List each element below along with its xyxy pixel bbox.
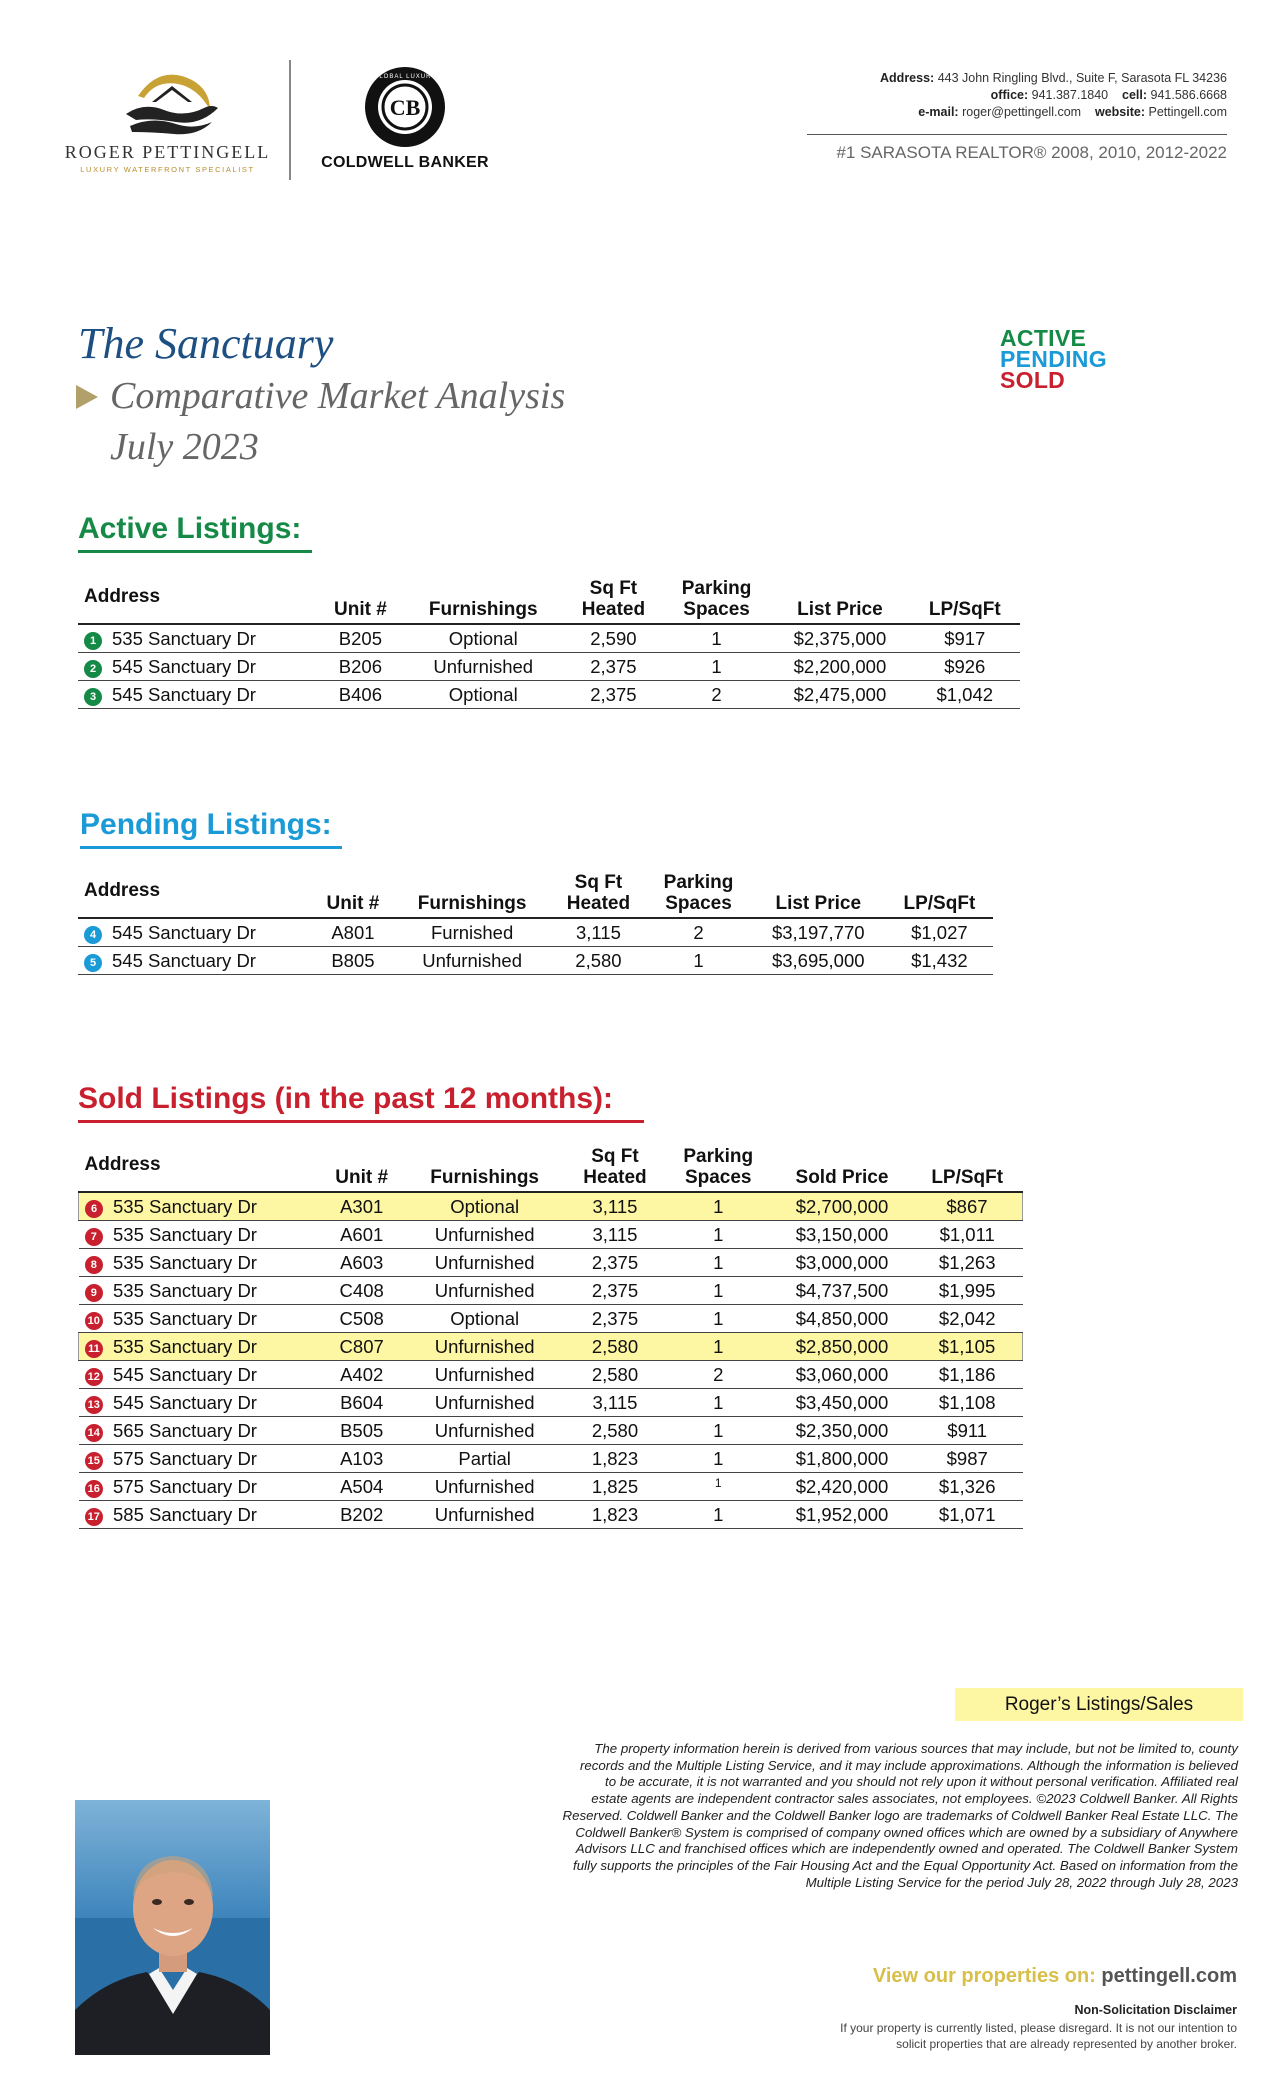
cell-address: 545 Sanctuary Dr bbox=[109, 1361, 320, 1389]
col-parking: Parking Spaces bbox=[663, 578, 771, 624]
table-row bbox=[79, 1445, 1023, 1473]
number-badge-icon: 11 bbox=[85, 1340, 103, 1358]
cell-address: 535 Sanctuary Dr bbox=[109, 1333, 320, 1361]
cell-parking: 1 bbox=[664, 1389, 772, 1417]
cell-price: $3,000,000 bbox=[772, 1249, 912, 1277]
email-label: e-mail: bbox=[918, 105, 959, 119]
table-row bbox=[79, 1277, 1023, 1305]
cell-sqft: 3,115 bbox=[551, 918, 647, 947]
cell-lpsqft: $926 bbox=[910, 653, 1020, 681]
active-section-header bbox=[78, 512, 312, 553]
cell-price: $2,350,000 bbox=[772, 1417, 912, 1445]
table-row bbox=[79, 1417, 1023, 1445]
address-value: 443 John Ringling Blvd., Suite F, Sarasota FL 34236 bbox=[937, 71, 1227, 85]
cell-sqft: 1,823 bbox=[566, 1501, 665, 1529]
col-sqft: Sq Ft Heated bbox=[564, 578, 663, 624]
table-row bbox=[79, 1221, 1023, 1249]
col-sqft: Sq Ft Heated bbox=[566, 1146, 665, 1192]
listing-sales-tag: Roger’s Listings/Sales bbox=[955, 1688, 1243, 1721]
cell-unit: A603 bbox=[320, 1249, 404, 1277]
number-badge-icon: 14 bbox=[85, 1424, 103, 1442]
col-furnishings: Furnishings bbox=[404, 1146, 566, 1192]
cell-sqft: 2,580 bbox=[566, 1417, 665, 1445]
status-legend bbox=[1000, 325, 1107, 393]
cell-parking: 1 bbox=[663, 624, 771, 653]
cell-lpsqft: $1,027 bbox=[886, 918, 993, 947]
cell-parking: 1 bbox=[664, 1501, 772, 1529]
cell-price: $3,150,000 bbox=[772, 1221, 912, 1249]
number-badge-icon: 12 bbox=[85, 1368, 103, 1386]
cell-address: 535 Sanctuary Dr bbox=[109, 1277, 320, 1305]
cell-parking: 2 bbox=[664, 1361, 772, 1389]
cell-price: $1,800,000 bbox=[772, 1445, 912, 1473]
cell-address: 535 Sanctuary Dr bbox=[109, 1192, 320, 1221]
col-parking: Parking Spaces bbox=[646, 872, 750, 918]
cell-unit: B206 bbox=[318, 653, 402, 681]
brand-name: ROGER PETTINGELL bbox=[64, 142, 271, 162]
cell-price: $4,850,000 bbox=[772, 1305, 912, 1333]
cell-parking: 1 bbox=[664, 1277, 772, 1305]
pending-heading: Pending Listings: bbox=[80, 808, 332, 841]
text-line: The property information herein is derived from various sources that may include, but not be limited to, county bbox=[594, 1741, 1238, 1756]
table-row bbox=[79, 1473, 1023, 1501]
triangle-right-icon bbox=[76, 385, 98, 409]
table-row bbox=[79, 1501, 1023, 1529]
cell-price: $3,060,000 bbox=[772, 1361, 912, 1389]
view-properties-line bbox=[873, 1965, 1237, 1988]
table-row bbox=[78, 624, 1020, 653]
cell-parking: 2 bbox=[646, 918, 750, 947]
cell-furnishings: Optional bbox=[402, 624, 564, 653]
cell-parking: 1 bbox=[664, 1445, 772, 1473]
cell-address: 575 Sanctuary Dr bbox=[109, 1445, 320, 1473]
row-number bbox=[79, 1417, 110, 1445]
col-sqft: Sq Ft Heated bbox=[551, 872, 647, 918]
col-address: Address bbox=[79, 1146, 320, 1192]
sold-section-header bbox=[78, 1082, 644, 1123]
cell-sqft: 1,825 bbox=[566, 1473, 665, 1501]
number-badge-icon: 10 bbox=[85, 1312, 103, 1330]
cell-sqft: 2,375 bbox=[566, 1249, 665, 1277]
row-number bbox=[79, 1445, 110, 1473]
address-label: Address: bbox=[880, 71, 935, 85]
table-row bbox=[78, 653, 1020, 681]
cell-address: 535 Sanctuary Dr bbox=[108, 624, 318, 653]
table-row bbox=[79, 1192, 1023, 1221]
number-badge-icon: 16 bbox=[85, 1480, 103, 1498]
cell-unit: C508 bbox=[320, 1305, 404, 1333]
cell-lpsqft: $1,071 bbox=[912, 1501, 1023, 1529]
contact-divider bbox=[807, 134, 1227, 135]
cell-furnishings: Unfurnished bbox=[394, 947, 551, 975]
cell-furnishings: Optional bbox=[404, 1192, 566, 1221]
cell-parking: 1 bbox=[664, 1333, 772, 1361]
cell-furnishings: Optional bbox=[402, 681, 564, 709]
cell-unit: B505 bbox=[320, 1417, 404, 1445]
cell-address: 535 Sanctuary Dr bbox=[109, 1249, 320, 1277]
cell-furnishings: Unfurnished bbox=[404, 1333, 566, 1361]
cell-furnishings: Partial bbox=[404, 1445, 566, 1473]
sold-heading-rule bbox=[78, 1120, 644, 1123]
cell-furnishings: Unfurnished bbox=[404, 1277, 566, 1305]
col-lpsqft: LP/SqFt bbox=[886, 872, 993, 918]
table-row bbox=[79, 1249, 1023, 1277]
cell-lpsqft: $1,105 bbox=[912, 1333, 1023, 1361]
view-properties-label: View our properties on: bbox=[872, 1965, 1096, 1987]
brand-tagline: LUXURY WATERFRONT SPECIALIST bbox=[80, 165, 255, 174]
text-line: estate agents are independent contractor sales associates, not employees. ©2023 Coldwell Banker. All Rights bbox=[591, 1791, 1238, 1807]
col-unit: Unit # bbox=[312, 872, 394, 918]
table-header-row bbox=[78, 872, 993, 918]
logo-divider bbox=[289, 60, 291, 180]
row-number bbox=[79, 1473, 110, 1501]
col-address: Address bbox=[78, 872, 312, 918]
coldwell-banker-logo bbox=[305, 62, 505, 182]
table-header-row bbox=[79, 1146, 1023, 1192]
cell-unit: A301 bbox=[320, 1192, 404, 1221]
cell-lpsqft: $911 bbox=[912, 1417, 1023, 1445]
cell-sqft: 3,115 bbox=[566, 1221, 665, 1249]
realtor-award-line: #1 SARASOTA REALTOR® 2008, 2010, 2012-2022 bbox=[836, 143, 1227, 162]
cell-unit: A504 bbox=[320, 1473, 404, 1501]
cell-sqft: 2,580 bbox=[566, 1333, 665, 1361]
cell-lpsqft: $917 bbox=[910, 624, 1020, 653]
number-badge-icon: 17 bbox=[85, 1508, 103, 1526]
website-label: website: bbox=[1094, 105, 1145, 119]
cell-sqft: 2,375 bbox=[566, 1277, 665, 1305]
cell-lpsqft: $867 bbox=[912, 1192, 1023, 1221]
number-badge-icon: 6 bbox=[85, 1200, 103, 1218]
number-badge-icon: 8 bbox=[85, 1256, 103, 1274]
legend-pending: PENDING bbox=[1000, 346, 1107, 372]
table-row bbox=[79, 1361, 1023, 1389]
cell-price: $4,737,500 bbox=[772, 1277, 912, 1305]
pending-listings-table bbox=[78, 872, 993, 975]
cell-price: $2,475,000 bbox=[770, 681, 909, 709]
report-date: July 2023 bbox=[110, 426, 259, 468]
text-line: If your property is currently listed, please disregard. It is not our intention to bbox=[840, 2021, 1237, 2035]
cell-lpsqft: $1,042 bbox=[910, 681, 1020, 709]
website-link-footer[interactable]: pettingell.com bbox=[1101, 1965, 1237, 1987]
page-subtitle: Comparative Market Analysis bbox=[110, 375, 566, 417]
number-badge-icon: 15 bbox=[85, 1452, 103, 1470]
cell-price: $2,375,000 bbox=[770, 624, 909, 653]
table-row bbox=[78, 681, 1020, 709]
cell-sqft: 3,115 bbox=[566, 1389, 665, 1417]
active-heading: Active Listings: bbox=[78, 512, 302, 545]
cell-price: $2,850,000 bbox=[772, 1333, 912, 1361]
row-number bbox=[79, 1333, 110, 1361]
cell-price: $1,952,000 bbox=[772, 1501, 912, 1529]
text-line: records and the Multiple Listing Service, and it may include approximations. Although the information is believed bbox=[579, 1757, 1238, 1773]
table-row bbox=[78, 918, 993, 947]
table-row bbox=[78, 947, 993, 975]
cell-lpsqft: $1,326 bbox=[912, 1473, 1023, 1501]
cell-parking: 1 bbox=[663, 653, 771, 681]
cell-sqft: 2,580 bbox=[566, 1361, 665, 1389]
text-line: Multiple Listing Service for the period July 28, 2022 through July 28, 2023 bbox=[805, 1874, 1238, 1890]
cell-lpsqft: $2,042 bbox=[912, 1305, 1023, 1333]
row-number bbox=[79, 1221, 110, 1249]
text-line: Reserved. Coldwell Banker and the Coldwell Banker logo are trademarks of Coldwell Banker Real Estate LLC. The bbox=[562, 1807, 1238, 1823]
cell-parking: 1 bbox=[664, 1473, 772, 1501]
cell-address: 535 Sanctuary Dr bbox=[109, 1221, 320, 1249]
global-luxury-seal-icon bbox=[305, 62, 505, 152]
cell-furnishings: Unfurnished bbox=[404, 1389, 566, 1417]
row-number bbox=[79, 1501, 110, 1529]
roger-pettingell-logo bbox=[60, 62, 275, 182]
number-badge-icon: 1 bbox=[84, 632, 102, 650]
cell-unit: B805 bbox=[312, 947, 394, 975]
col-unit: Unit # bbox=[320, 1146, 404, 1192]
row-number bbox=[78, 918, 108, 947]
cell-address: 545 Sanctuary Dr bbox=[108, 653, 318, 681]
cell-parking: 1 bbox=[664, 1249, 772, 1277]
cell-unit: B604 bbox=[320, 1389, 404, 1417]
row-number bbox=[78, 681, 108, 709]
legend-sold: SOLD bbox=[1000, 367, 1066, 393]
cell-furnishings: Unfurnished bbox=[404, 1249, 566, 1277]
broker-name: COLDWELL BANKER bbox=[321, 154, 489, 171]
row-number bbox=[79, 1277, 110, 1305]
cell-sqft: 2,375 bbox=[564, 681, 663, 709]
seal-text: GLOBAL LUXURY bbox=[373, 74, 437, 80]
cell-address: 545 Sanctuary Dr bbox=[108, 681, 318, 709]
cell-parking: 2 bbox=[663, 681, 771, 709]
legal-disclaimer bbox=[505, 1741, 1238, 1891]
cell-address: 545 Sanctuary Dr bbox=[108, 918, 312, 947]
cell-furnishings: Unfurnished bbox=[404, 1417, 566, 1445]
table-header-row bbox=[78, 578, 1020, 624]
number-badge-icon: 5 bbox=[84, 954, 102, 972]
house-wave-icon bbox=[60, 62, 275, 142]
cell-unit: C408 bbox=[320, 1277, 404, 1305]
table-row bbox=[79, 1305, 1023, 1333]
website-link[interactable]: Pettingell.com bbox=[1148, 105, 1227, 119]
active-listings-table bbox=[78, 578, 1020, 709]
cell-parking: 1 bbox=[664, 1221, 772, 1249]
number-badge-icon: 13 bbox=[85, 1396, 103, 1414]
row-number bbox=[79, 1192, 110, 1221]
contact-block bbox=[727, 70, 1227, 121]
cell-address: 575 Sanctuary Dr bbox=[109, 1473, 320, 1501]
email-link[interactable]: roger@pettingell.com bbox=[962, 105, 1082, 119]
cell-unit: A103 bbox=[320, 1445, 404, 1473]
number-badge-icon: 7 bbox=[85, 1228, 103, 1246]
svg-text:CB: CB bbox=[389, 95, 421, 120]
number-badge-icon: 2 bbox=[84, 660, 102, 678]
cell-price: $2,420,000 bbox=[772, 1473, 912, 1501]
col-price: Sold Price bbox=[772, 1146, 912, 1192]
row-number bbox=[78, 624, 108, 653]
cell-furnishings: Furnished bbox=[394, 918, 551, 947]
text-line: Advisors LLC and franchised offices which are independently owned and operated. The Coldwell Banker System bbox=[575, 1841, 1238, 1857]
legend-active: ACTIVE bbox=[1000, 325, 1087, 351]
cell-lpsqft: $1,186 bbox=[912, 1361, 1023, 1389]
cell-furnishings: Unfurnished bbox=[404, 1221, 566, 1249]
cell-price: $2,700,000 bbox=[772, 1192, 912, 1221]
cell-unit: C807 bbox=[320, 1333, 404, 1361]
cell-sqft: 2,375 bbox=[564, 653, 663, 681]
table-row bbox=[79, 1333, 1023, 1361]
active-heading-rule bbox=[78, 550, 312, 553]
agent-portrait-icon bbox=[75, 1800, 270, 2055]
col-parking: Parking Spaces bbox=[664, 1146, 772, 1192]
cell-unit: A402 bbox=[320, 1361, 404, 1389]
non-solicitation-text bbox=[797, 2020, 1237, 2052]
cell-unit: B202 bbox=[320, 1501, 404, 1529]
col-lpsqft: LP/SqFt bbox=[910, 578, 1020, 624]
cell-address: 565 Sanctuary Dr bbox=[109, 1417, 320, 1445]
pending-heading-rule bbox=[80, 846, 342, 849]
page-title: The Sanctuary bbox=[78, 319, 334, 368]
number-badge-icon: 3 bbox=[84, 688, 102, 706]
cell-sqft: 2,580 bbox=[551, 947, 647, 975]
col-price: List Price bbox=[751, 872, 886, 918]
cell-price: $3,695,000 bbox=[751, 947, 886, 975]
col-lpsqft: LP/SqFt bbox=[912, 1146, 1023, 1192]
text-line: Coldwell Banker® System is comprised of company owned offices which are owned by a subsidiary of Anywhere bbox=[575, 1824, 1238, 1840]
cell-address: 535 Sanctuary Dr bbox=[109, 1305, 320, 1333]
cell-lpsqft: $1,432 bbox=[886, 947, 993, 975]
cell-unit: A601 bbox=[320, 1221, 404, 1249]
cell-price: $3,450,000 bbox=[772, 1389, 912, 1417]
sold-heading: Sold Listings (in the past 12 months): bbox=[78, 1082, 614, 1115]
number-badge-icon: 9 bbox=[85, 1284, 103, 1302]
cell-furnishings: Unfurnished bbox=[404, 1361, 566, 1389]
cell-lpsqft: $987 bbox=[912, 1445, 1023, 1473]
cell-unit: B406 bbox=[318, 681, 402, 709]
row-number bbox=[79, 1361, 110, 1389]
pending-section-header bbox=[80, 808, 342, 849]
cell-parking: 1 bbox=[646, 947, 750, 975]
non-solicitation-title: Non-Solicitation Disclaimer bbox=[1074, 2003, 1237, 2017]
cell-sqft: 2,375 bbox=[566, 1305, 665, 1333]
cell-sqft: 3,115 bbox=[566, 1192, 665, 1221]
cell-parking: 1 bbox=[664, 1417, 772, 1445]
cell-furnishings: Unfurnished bbox=[402, 653, 564, 681]
table-row bbox=[79, 1389, 1023, 1417]
office-value: 941.387.1840 bbox=[1031, 88, 1109, 102]
cell-unit: B205 bbox=[318, 624, 402, 653]
office-label: office: bbox=[990, 88, 1029, 102]
cell-lpsqft: $1,011 bbox=[912, 1221, 1023, 1249]
cell-label: cell: bbox=[1122, 88, 1148, 102]
cell-lpsqft: $1,263 bbox=[912, 1249, 1023, 1277]
cell-value: 941.586.6668 bbox=[1150, 88, 1227, 102]
row-number bbox=[78, 653, 108, 681]
cell-address: 545 Sanctuary Dr bbox=[109, 1389, 320, 1417]
cell-parking: 1 bbox=[664, 1192, 772, 1221]
col-address: Address bbox=[78, 578, 318, 624]
row-number bbox=[79, 1249, 110, 1277]
row-number bbox=[79, 1305, 110, 1333]
col-furnishings: Furnishings bbox=[394, 872, 551, 918]
col-price: List Price bbox=[770, 578, 909, 624]
cell-unit: A801 bbox=[312, 918, 394, 947]
cell-lpsqft: $1,995 bbox=[912, 1277, 1023, 1305]
text-line: to be accurate, it is not warranted and you should not rely upon it without personal verification. Affiliated real bbox=[605, 1774, 1238, 1790]
cell-lpsqft: $1,108 bbox=[912, 1389, 1023, 1417]
cell-price: $3,197,770 bbox=[751, 918, 886, 947]
cell-parking: 1 bbox=[664, 1305, 772, 1333]
cell-furnishings: Unfurnished bbox=[404, 1473, 566, 1501]
cell-sqft: 2,590 bbox=[564, 624, 663, 653]
cell-furnishings: Unfurnished bbox=[404, 1501, 566, 1529]
cell-furnishings: Optional bbox=[404, 1305, 566, 1333]
cell-address: 585 Sanctuary Dr bbox=[109, 1501, 320, 1529]
text-line: solicit properties that are already represented by another broker. bbox=[896, 2037, 1237, 2051]
col-furnishings: Furnishings bbox=[402, 578, 564, 624]
number-badge-icon: 4 bbox=[84, 926, 102, 944]
col-unit: Unit # bbox=[318, 578, 402, 624]
cell-price: $2,200,000 bbox=[770, 653, 909, 681]
cell-address: 545 Sanctuary Dr bbox=[108, 947, 312, 975]
sold-listings-table bbox=[78, 1146, 1023, 1529]
row-number bbox=[78, 947, 108, 975]
cell-sqft: 1,823 bbox=[566, 1445, 665, 1473]
text-line: fully supports the principles of the Fair Housing Act and the Equal Opportunity Act. Based on information from the bbox=[573, 1857, 1238, 1873]
agent-photo bbox=[75, 1800, 270, 2055]
row-number bbox=[79, 1389, 110, 1417]
